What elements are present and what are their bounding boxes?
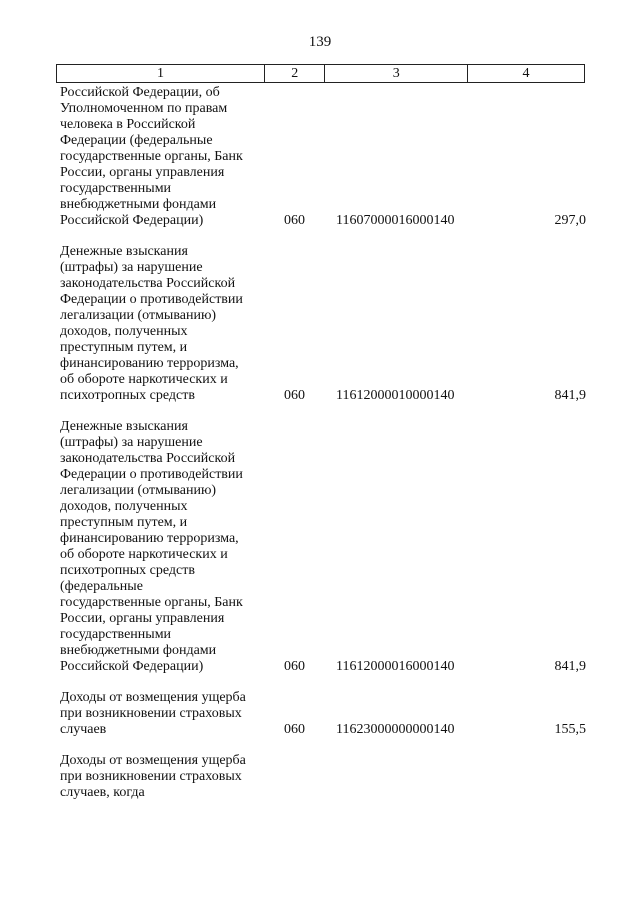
table-row [60,753,586,801]
row-amount: 841,9 [554,388,586,403]
table-body [60,85,586,816]
row-amount: 841,9 [554,659,586,674]
row-name: Российской Федерации, об Уполномоченном по правам человека в Российской Федерации (федеральные государственные органы, Банк России, органы управления государственными внебюджетными фондами Российской Федерации) [60,85,243,228]
header-col-3: 3 [324,65,467,82]
row-kbk: 11612000010000140 [336,388,455,403]
header-col-1: 1 [157,66,165,81]
header-col-4: 4 [467,65,584,82]
row-amount: 297,0 [554,213,586,228]
row-name: Доходы от возмещения ущерба при возникновении страховых случаев, когда [60,753,246,800]
table-row [60,690,586,738]
table-row [60,85,586,229]
row-code: 060 [284,659,305,674]
table-row [60,419,586,675]
row-amount: 155,5 [554,722,586,737]
row-code: 060 [284,388,305,403]
row-code: 060 [284,213,305,228]
row-kbk: 11612000016000140 [336,659,455,674]
row-kbk: 11607000016000140 [336,213,455,228]
row-kbk: 11623000000000140 [336,722,455,737]
table-header [56,64,585,83]
page-number: 139 [308,34,332,50]
table-row [60,244,586,404]
row-code: 060 [284,722,305,737]
row-name: Денежные взыскания (штрафы) за нарушение законодательства Российской Федерации о противодействии легализации (отмыванию) доходов, полученных преступным путем, и финансированию терроризма, об обороте наркотических и психотропных средств (федеральные государственные органы, Банк России, органы управления государственными внебюджетными фондами Российской Федерации) [60,419,243,674]
row-name: Доходы от возмещения ущерба при возникновении страховых случаев [60,690,246,737]
row-name: Денежные взыскания (штрафы) за нарушение законодательства Российской Федерации о противодействии легализации (отмыванию) доходов, полученных преступным путем, и финансированию терроризма, об обороте наркотических и психотропных средств [60,244,243,403]
header-col-2: 2 [264,65,324,82]
